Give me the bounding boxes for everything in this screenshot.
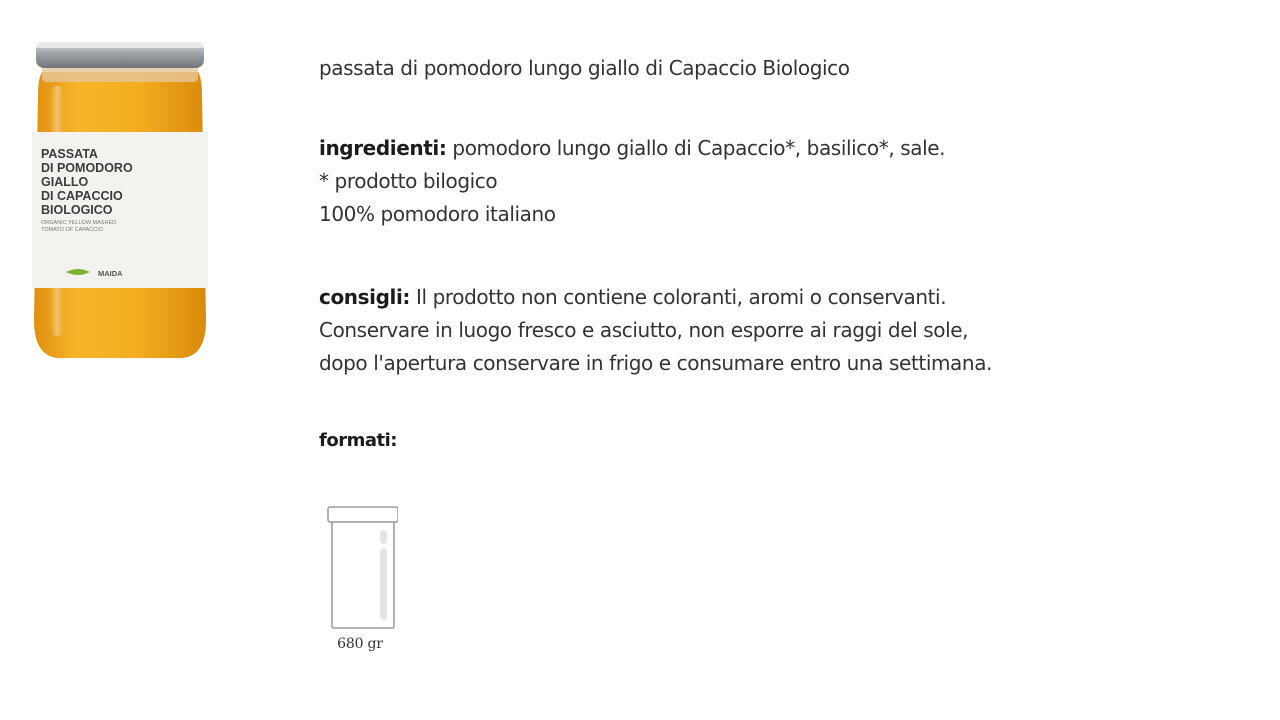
jar-label-title-line: GIALLO: [41, 175, 89, 189]
advice-label: consigli:: [319, 285, 411, 309]
advice-section: [319, 281, 1219, 380]
ingredients-text: pomodoro lungo giallo di Capaccio*, basilico*, sale.: [446, 136, 946, 160]
ingredients-origin: 100% pomodoro italiano: [319, 202, 556, 226]
jar-label-subtitle-line: ORGANIC YELLOW MASHED: [41, 220, 117, 226]
jar-brand-name: MAIDA: [98, 269, 123, 278]
product-name: passata di pomodoro lungo giallo di Capaccio Biologico: [319, 56, 850, 80]
ingredients-note: * prodotto bilogico: [319, 169, 498, 193]
ingredients-section: [319, 132, 1219, 231]
jar-label-title-line: DI CAPACCIO: [41, 189, 123, 203]
advice-line: [319, 281, 1219, 314]
jar-label-title-line: BIOLOGICO: [41, 203, 113, 217]
advice-line-2: Conservare in luogo fresco e asciutto, non esporre ai raggi del sole,: [319, 318, 969, 342]
jar-label-subtitle-line: TOMATO OF CAPACCIO: [41, 227, 103, 233]
ingredients-label: ingredienti:: [319, 136, 447, 160]
product-details: [319, 52, 1219, 457]
jar-label-title-line: PASSATA: [41, 147, 98, 161]
advice-line-3: dopo l'apertura conservare in frigo e consumare entro una settimana.: [319, 351, 993, 375]
format-label: 680 gr: [337, 636, 383, 652]
format-option-680gr[interactable]: [318, 504, 402, 652]
jar-label-title-line: DI POMODORO: [41, 161, 133, 175]
formats-title: formati:: [319, 430, 397, 451]
jar-format-icon: [322, 504, 398, 632]
jar-image: [28, 38, 212, 364]
product-photo: [28, 38, 212, 364]
advice-text: Il prodotto non contiene coloranti, aromi o conservanti.: [410, 285, 947, 309]
ingredients-line: [319, 132, 1219, 165]
